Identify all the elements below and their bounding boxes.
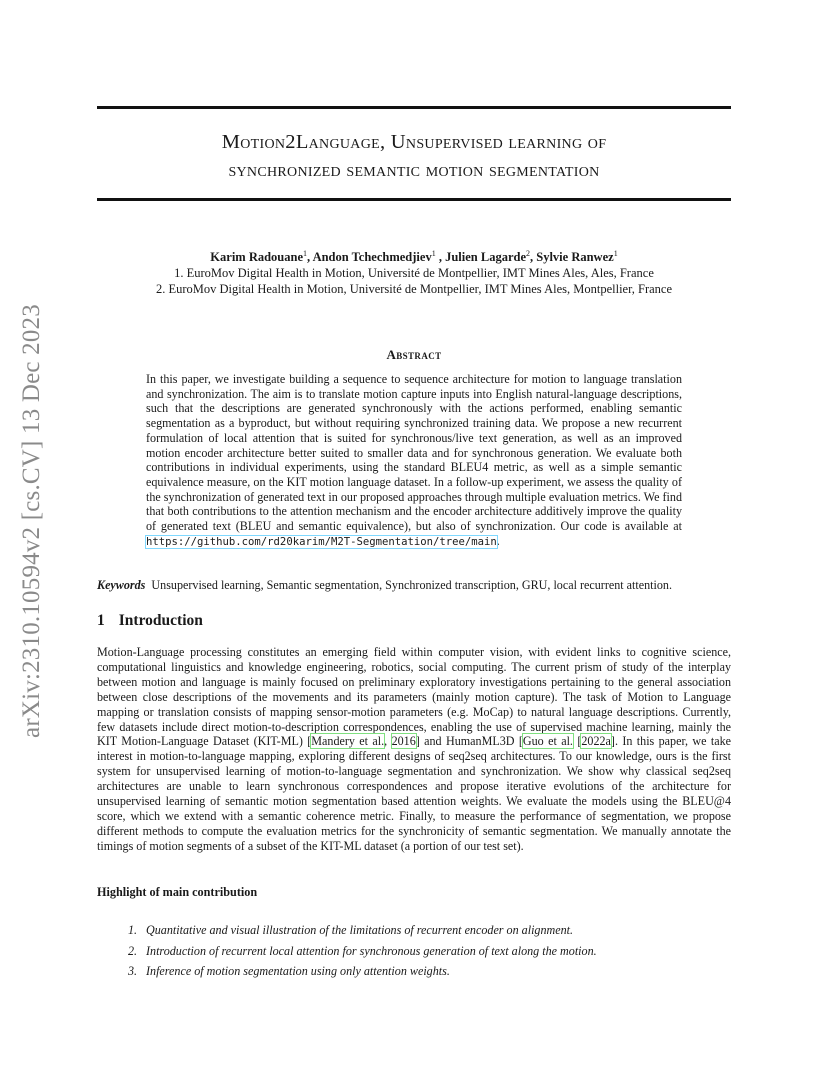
title-line-1: Motion2Language, Unsupervised learning of — [221, 131, 607, 153]
citation-link-guo-year[interactable] — [581, 734, 611, 748]
citation-author: Mandery et al. — [311, 734, 385, 749]
author-block — [97, 246, 731, 297]
highlights-heading: Highlight of main contribution — [97, 885, 258, 899]
citation-link-guo[interactable] — [523, 734, 573, 748]
intro-text-part-2: ] and HumanML3D [ — [415, 734, 523, 749]
contribution-list — [128, 920, 728, 982]
introduction-paragraph — [97, 645, 731, 854]
title-line-2: synchronized semantic motion segmentation — [228, 159, 600, 181]
affiliation-1: 1. EuroMov Digital Health in Motion, Université de Montpellier, IMT Mines Ales, Ales, France — [174, 266, 654, 281]
affiliation-2: 2. EuroMov Digital Health in Motion, Université de Montpellier, IMT Mines Ales, Montpellier, France — [155, 282, 673, 297]
abstract-heading: Abstract — [386, 347, 442, 362]
author-affiliation-mark: 1 — [303, 249, 308, 258]
author-affiliation-mark: 1 — [431, 249, 436, 258]
section-title: Introduction — [118, 612, 203, 629]
intro-text-part-3: ]. In this paper, we take interest in motion-to-language mapping, exploring different designs of seq2seq architectures. To our knowledge, ours is the first system for unsupervised learning of motion-to-language segmentation and synchronization. We show why classical seq2seq architectures are unable to learn synchronous correspondences and propose iterative evolutions of the architecture for unsupervised learning of semantic motion segmentation based attention weights. We evaluate the models using the BLEU@4 score, which we extend with a semantic coherence metric. Finally, to measure the performance of segmentation, we propose different methods to compute the evaluation metrics for the synchronicity of semantic segmentation. We manually annotate the timings of motion segments of a subset of the KIT-ML dataset (a portion of our test set). — [97, 734, 732, 853]
citation-separator: , — [384, 734, 392, 749]
list-item-text: Quantitative and visual illustration of the limitations of recurrent encoder on alignment. — [146, 923, 574, 937]
arxiv-sidebar — [14, 286, 50, 756]
list-item-number: 3. — [128, 964, 138, 978]
paper-title — [97, 128, 731, 184]
citation-year: 2016 — [391, 734, 416, 749]
author-name: Karim Radouane — [210, 250, 304, 265]
keywords-text: Unsupervised learning, Semantic segmentation, Synchronized transcription, GRU, local recurrent attention. — [151, 578, 672, 592]
list-item — [128, 941, 728, 962]
author-affiliation-mark: 1 — [613, 249, 618, 258]
section-number: 1 — [97, 612, 105, 629]
title-rule-bottom — [97, 198, 731, 201]
author-affiliation-mark: 2 — [526, 249, 530, 258]
list-item-number: 1. — [128, 923, 138, 937]
author-list: Karim Radouane$^1$, Andon Tchechmedjiev$^1$ , Julien Lagarde$^2$, Sylvie Ranwez$^1$ — [210, 249, 618, 265]
section-heading-introduction — [97, 612, 203, 630]
list-item — [128, 961, 728, 982]
citation-separator: [ — [572, 734, 582, 749]
code-repository-link[interactable]: https://github.com/rd20karim/M2T-Segmentation/tree/main — [146, 535, 497, 548]
citation-link-mandery-year[interactable] — [392, 734, 416, 748]
abstract-text: In this paper, we investigate building a sequence to sequence architecture for motion to language translation and synchronization. The aim is to translate motion capture inputs into English natural-language descriptions, such that the descriptions are generated synchronously with the actions performed, enabling semantic segmentation as a byproduct, but without requiring synchronized training data. We propose a new recurrent formulation of local attention that is suited for synchronous/live text generation, as well as an improved motion encoder architecture better suited to smaller data and for synchronous generation. We evaluate both contributions in individual experiments, using the standard BLEU4 metric, as well as a simple semantic equivalence measure, on the KIT motion language dataset. In a follow-up experiment, we assess the quality of the synchronization of generated text in our proposed approaches through multiple evaluation metrics. We find that both contributions to the attention mechanism and the encoder architecture additively improve the quality of generated text (BLEU and semantic equivalence), but also of synchronization. Our code is available at — [146, 372, 682, 534]
keywords-label: Keywords — [97, 578, 146, 592]
keywords-line — [97, 578, 737, 593]
list-item-number: 2. — [128, 943, 138, 958]
citation-year: 2022a — [581, 734, 611, 749]
list-item-text: Inference of motion segmentation using only attention weights. — [146, 964, 450, 978]
citation-link-mandery[interactable] — [311, 734, 384, 748]
abstract-end-punct: . — [496, 533, 500, 548]
intro-text-part-1: Motion-Language processing constitutes an emerging field within computer vision, with evident links to cognitive science, computational linguistics and knowledge engineering, robotics, social computing. The current prism of study of the interplay between motion and language is mainly focused on preliminary exploratory investigations pertaining to the general association between close descriptions of the movements and its parameters (mainly motion capture). The task of Motion to Language mapping or translation consists of mapping sensor-motion parameters (e.g. MoCap) to natural language descriptions. Currently, few datasets include direct motion-to-description correspondences, enabling the use of supervised machine learning, mainly the KIT Motion-Language Dataset (KIT-ML) [ — [97, 645, 731, 749]
citation-author: Guo et al. — [522, 734, 573, 749]
abstract-body — [146, 372, 682, 549]
title-rule-top — [97, 106, 731, 109]
author-name: Sylvie Ranwez — [536, 250, 614, 265]
list-item — [128, 920, 728, 941]
arxiv-identifier: arXiv:2310.10594v2 [cs.CV] 13 Dec 2023 — [18, 304, 46, 738]
author-name: Andon Tchechmedjiev — [312, 250, 432, 265]
list-item-text: Introduction of recurrent local attention for synchronous generation of text along the motion. — [146, 943, 597, 958]
author-name: Julien Lagarde — [445, 250, 526, 265]
